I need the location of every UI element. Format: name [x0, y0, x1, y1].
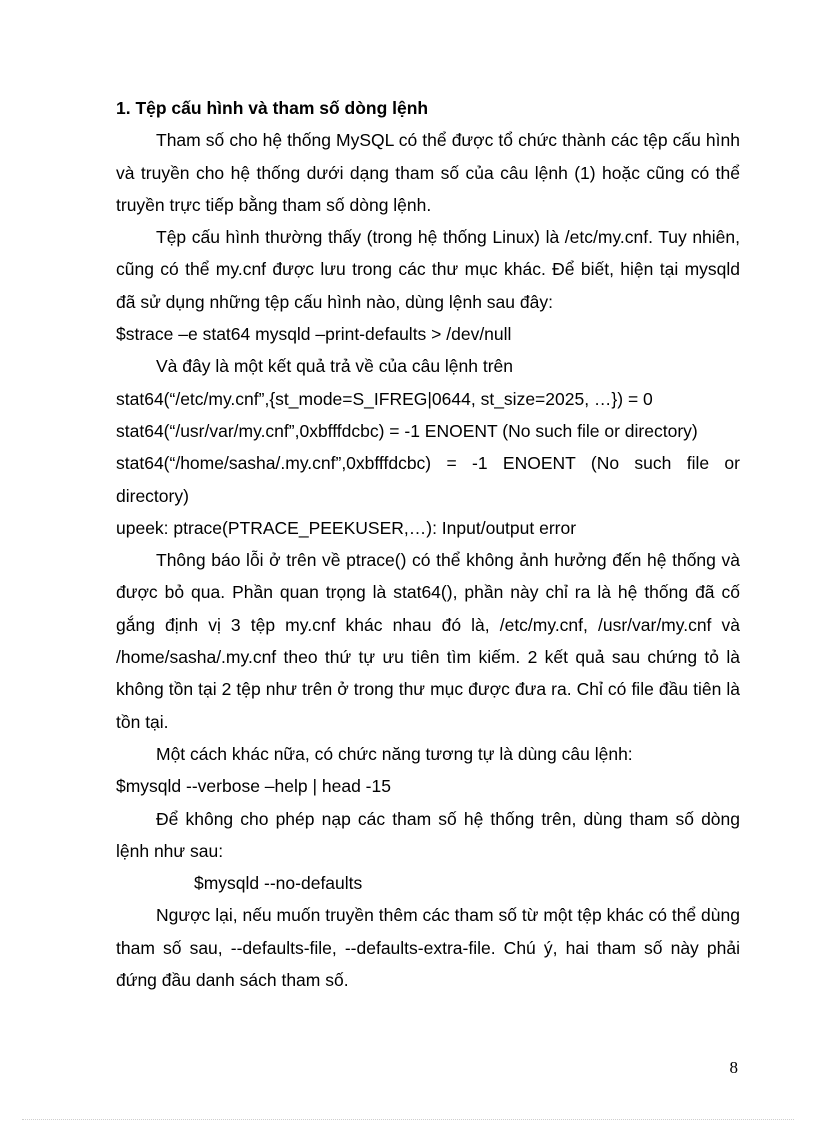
- command-verbose-help: $mysqld --verbose –help | head -15: [116, 776, 391, 797]
- document-body: [116, 92, 740, 996]
- paragraph-config-file: Tệp cấu hình thường thấy (trong hệ thống Linux) là /etc/my.cnf. Tuy nhiên, cũng có thể my.cnf được lưu trong các thư mục khác. Để biết, hiện tại mysqld đã sử dụng những tệp cấu hình nào, dùng lệnh sau đây:: [116, 227, 740, 312]
- output-line-3: stat64(“/home/sasha/.my.cnf”,0xbfffdcbc) = -1 ENOENT (No such file or directory): [116, 453, 740, 506]
- paragraph-explanation: Thông báo lỗi ở trên về ptrace() có thể không ảnh hưởng đến hệ thống và được bỏ qua. Phần quan trọng là stat64(), phần này chỉ ra là hệ thống đã cố gắng định vị 3 tệp my.cnf khác nhau đó là, /etc/my.cnf, /usr/var/my.cnf và /home/sasha/.my.cnf theo thứ tự ưu tiên tìm kiếm. 2 kết quả sau chứng tỏ là không tồn tại 2 tệp như trên ở trong thư mục được đưa ra. Chỉ có file đầu tiên là tồn tại.: [116, 550, 740, 732]
- paragraph-no-defaults: Để không cho phép nạp các tham số hệ thống trên, dùng tham số dòng lệnh như sau:: [116, 808, 740, 861]
- section-heading: 1. Tệp cấu hình và tham số dòng lệnh: [116, 98, 429, 118]
- paragraph-intro: Tham số cho hệ thống MySQL có thể được tổ chức thành các tệp cấu hình và truyền cho hệ thống dưới dạng tham số của câu lệnh (1) hoặc cũng có thể truyền trực tiếp bằng tham số dòng lệnh.: [116, 130, 740, 215]
- output-line-4: upeek: ptrace(PTRACE_PEEKUSER,…): Input/output error: [116, 517, 577, 538]
- paragraph-result-intro: Và đây là một kết quả trả về của câu lệnh trên: [156, 356, 514, 377]
- paragraph-alternative: Một cách khác nữa, có chức năng tương tự là dùng câu lệnh:: [156, 743, 633, 764]
- command-strace: $strace –e stat64 mysqld –print-defaults > /dev/null: [116, 324, 512, 345]
- command-no-defaults: $mysqld --no-defaults: [194, 873, 363, 894]
- paragraph-defaults-file: Ngược lại, nếu muốn truyền thêm các tham số từ một tệp khác có thể dùng tham số sau, --defaults-file, --defaults-extra-file. Chú ý, hai tham số này phải đứng đầu danh sách tham số.: [116, 905, 740, 991]
- output-line-1: stat64(“/etc/my.cnf”,{st_mode=S_IFREG|0644, st_size=2025, …}) = 0: [116, 388, 653, 409]
- output-line-2: stat64(“/usr/var/my.cnf”,0xbfffdcbc) = -1 ENOENT (No such file or directory): [116, 420, 698, 441]
- footer-divider: [22, 1119, 794, 1120]
- page-number: 8: [729, 1058, 738, 1077]
